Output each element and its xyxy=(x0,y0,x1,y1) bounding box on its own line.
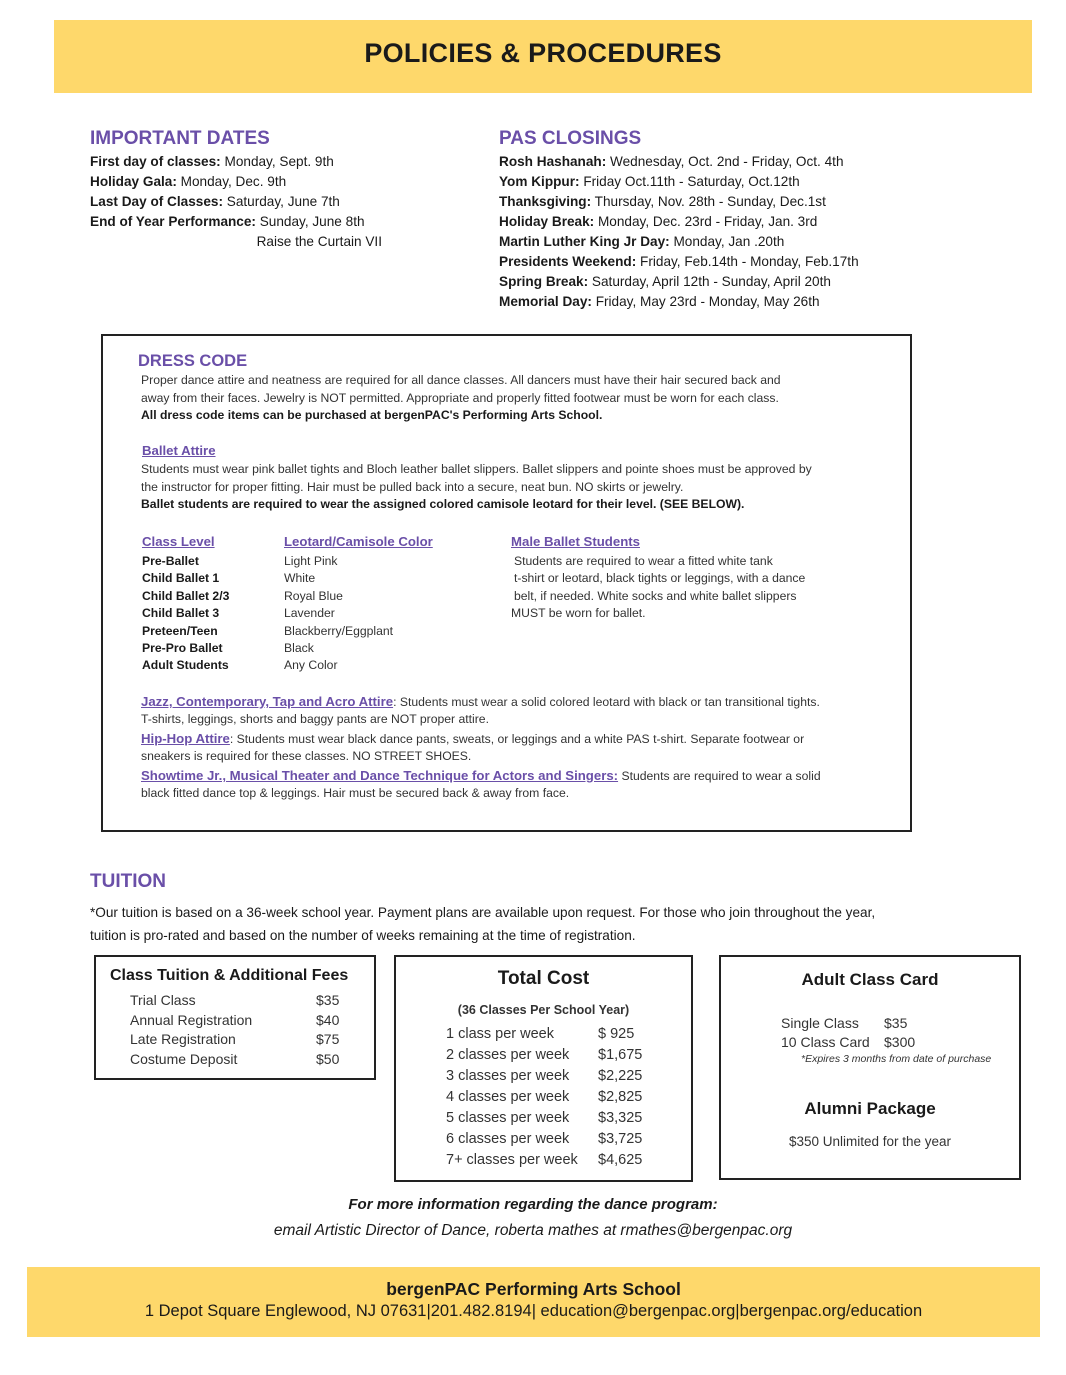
cost-classes: 1 class per week xyxy=(446,1026,554,1042)
class-level-table xyxy=(142,553,472,675)
important-dates-heading: IMPORTANT DATES xyxy=(90,128,270,149)
adult-class-card-box xyxy=(719,955,1021,1180)
male-ballet-line: Students are required to wear a fitted white tank xyxy=(514,554,773,568)
fee-price: $75 xyxy=(316,1031,340,1047)
fee-name: Annual Registration xyxy=(130,1011,253,1028)
date-item xyxy=(90,172,470,192)
class-level-row xyxy=(142,570,472,587)
closing-item xyxy=(499,272,939,292)
closing-value: Monday, Jan .20th xyxy=(669,234,785,249)
date-value: Monday, Dec. 9th xyxy=(176,174,287,189)
dress-code-purchase-note: All dress code items can be purchased at bergenPAC's Performing Arts School. xyxy=(141,408,603,422)
jazz-attire-text: Jazz, Contemporary, Tap and Acro Attire: Students must wear a solid colored leotard with black or tan transitional tights. xyxy=(141,694,820,709)
date-item xyxy=(90,192,470,212)
ballet-attire-text: the instructor for proper fitting. Hair must be pulled back into a secure, neat bun. NO skirts or jewelry. xyxy=(141,479,684,494)
date-label: First day of classes: xyxy=(90,154,221,169)
leotard-color-header: Leotard/Camisole Color xyxy=(284,534,433,549)
cost-classes: 6 classes per week xyxy=(446,1131,570,1147)
total-cost-list xyxy=(446,1025,646,1172)
date-value: Sunday, June 8th xyxy=(255,214,365,229)
showtime-attire-heading: Showtime Jr., Musical Theater and Dance Technique for Actors and Singers: xyxy=(141,768,619,783)
footer-school-name: bergenPAC Performing Arts School xyxy=(386,1279,681,1299)
closing-label: Martin Luther King Jr Day: xyxy=(499,234,670,249)
closing-value: Monday, Dec. 23rd - Friday, Jan. 3rd xyxy=(594,214,818,229)
showtime-attire-text: black fitted dance top & leggings. Hair must be secured back & away from face. xyxy=(141,786,570,800)
jazz-attire-heading: Jazz, Contemporary, Tap and Acro Attire xyxy=(141,694,394,709)
closing-label: Spring Break: xyxy=(499,274,589,289)
fee-row xyxy=(130,1011,350,1031)
cost-classes: 4 classes per week xyxy=(446,1089,570,1105)
cost-price: $1,675 xyxy=(598,1047,643,1063)
date-label: End of Year Performance: xyxy=(90,214,256,229)
date-label: Holiday Gala: xyxy=(90,174,177,189)
closing-value: Friday, May 23rd - Monday, May 26th xyxy=(591,294,820,309)
hiphop-attire-heading: Hip-Hop Attire xyxy=(141,731,230,746)
closing-item xyxy=(499,212,939,232)
alumni-package-text: $350 Unlimited for the year xyxy=(788,1134,952,1149)
single-class-label: Single Class xyxy=(781,1015,859,1031)
leotard-color: Lavender xyxy=(284,606,335,621)
cost-price: $2,225 xyxy=(598,1068,643,1084)
cost-row xyxy=(446,1130,646,1151)
male-ballet-text xyxy=(511,553,805,623)
closing-item xyxy=(499,292,939,312)
cost-row xyxy=(446,1067,646,1088)
class-level-row xyxy=(142,605,472,622)
contact-email-text: email Artistic Director of Dance, roberta mathes at rmathes@bergenpac.org xyxy=(273,1222,793,1239)
closing-value: Thursday, Nov. 28th - Sunday, Dec.1st xyxy=(591,194,826,209)
adult-class-card-title: Adult Class Card xyxy=(801,970,939,989)
closing-label: Memorial Day: xyxy=(499,294,592,309)
cost-price: $ 925 xyxy=(598,1026,635,1042)
total-cost-title: Total Cost xyxy=(497,968,590,989)
closing-label: Rosh Hashanah: xyxy=(499,154,607,169)
date-item xyxy=(90,212,470,232)
date-item xyxy=(90,152,470,172)
performance-subtitle: Raise the Curtain VII xyxy=(256,234,382,249)
class-level-name: Pre-Ballet xyxy=(142,554,199,568)
cost-classes: 7+ classes per week xyxy=(446,1152,578,1168)
pas-closings-section xyxy=(499,128,939,312)
header-banner xyxy=(54,20,1032,93)
male-ballet-line: MUST be worn for ballet. xyxy=(511,606,646,621)
fee-price: $40 xyxy=(316,1011,340,1028)
tuition-text: *Our tuition is based on a 36-week school year. Payment plans are available upon request. For those who join throughout the year, xyxy=(90,905,876,920)
dress-code-box xyxy=(101,334,912,832)
date-value: Monday, Sept. 9th xyxy=(220,154,334,169)
leotard-color: Royal Blue xyxy=(284,588,343,603)
closing-item xyxy=(499,152,939,172)
class-level-name: Pre-Pro Ballet xyxy=(142,640,223,655)
pas-closings-heading: PAS CLOSINGS xyxy=(499,128,642,149)
fee-price: $50 xyxy=(316,1050,340,1067)
class-level-header: Class Level xyxy=(142,534,215,549)
closing-value: Friday Oct.11th - Saturday, Oct.12th xyxy=(579,174,800,189)
fee-row xyxy=(130,1050,350,1070)
page-title: POLICIES & PROCEDURES xyxy=(364,38,722,68)
fee-name: Costume Deposit xyxy=(130,1050,238,1067)
class-level-name: Child Ballet 3 xyxy=(142,606,220,621)
closing-value: Saturday, April 12th - Sunday, April 20th xyxy=(588,274,831,289)
class-level-name: Adult Students xyxy=(142,658,229,673)
closing-item xyxy=(499,232,939,252)
cost-classes: 5 classes per week xyxy=(446,1110,570,1126)
leotard-color: Black xyxy=(284,640,314,655)
hiphop-attire-text: sneakers is required for these classes. NO STREET SHOES. xyxy=(141,749,472,763)
class-level-name: Child Ballet 1 xyxy=(142,571,220,586)
date-label: Last Day of Classes: xyxy=(90,194,223,209)
cost-price: $3,725 xyxy=(598,1131,643,1147)
cost-row xyxy=(446,1046,646,1067)
class-level-name: Preteen/Teen xyxy=(142,623,218,638)
tuition-heading: TUITION xyxy=(90,871,166,892)
closing-item xyxy=(499,172,939,192)
pas-closings-list xyxy=(499,152,939,312)
dress-code-text: away from their faces. Jewelry is NOT permitted. Appropriate and properly fitted footwear must be worn for each class. xyxy=(141,390,779,405)
hiphop-attire-text: Hip-Hop Attire: Students must wear black dance pants, sweats, or leggings and a white PAS t-shirt. Separate footwear or xyxy=(141,731,805,746)
cost-classes: 2 classes per week xyxy=(446,1047,570,1063)
class-level-row xyxy=(142,657,472,674)
fee-price: $35 xyxy=(316,992,340,1008)
male-ballet-line: belt, if needed. White socks and white ballet slippers xyxy=(514,588,797,603)
closing-label: Yom Kippur: xyxy=(499,174,580,189)
date-value: Saturday, June 7th xyxy=(222,194,340,209)
important-dates-section xyxy=(90,128,470,252)
cost-price: $4,625 xyxy=(598,1152,643,1168)
cost-row xyxy=(446,1151,646,1172)
closing-label: Holiday Break: xyxy=(499,214,595,229)
fees-box-title: Class Tuition & Additional Fees xyxy=(110,967,349,984)
total-cost-subtitle: (36 Classes Per School Year) xyxy=(457,1003,630,1017)
expires-note: *Expires 3 months from date of purchase xyxy=(801,1053,992,1065)
cost-classes: 3 classes per week xyxy=(446,1068,570,1084)
closing-item xyxy=(499,192,939,212)
footer-address: 1 Depot Square Englewood, NJ 07631|201.482.8194| education@bergenpac.org|bergenpac.org/education xyxy=(144,1302,923,1320)
closing-value: Wednesday, Oct. 2nd - Friday, Oct. 4th xyxy=(606,154,844,169)
fee-row xyxy=(130,1030,350,1050)
cost-row xyxy=(446,1109,646,1130)
cost-price: $3,325 xyxy=(598,1110,643,1126)
class-level-name: Child Ballet 2/3 xyxy=(142,588,230,603)
dress-code-heading: DRESS CODE xyxy=(138,352,248,370)
fee-name: Trial Class xyxy=(130,992,196,1008)
ballet-attire-heading: Ballet Attire xyxy=(142,443,216,458)
cost-price: $2,825 xyxy=(598,1089,643,1105)
cost-row xyxy=(446,1088,646,1109)
footer-banner xyxy=(27,1267,1040,1337)
leotard-color: Light Pink xyxy=(284,554,338,568)
class-level-row xyxy=(142,553,472,570)
class-level-row xyxy=(142,640,472,657)
important-dates-list xyxy=(90,152,470,232)
ballet-attire-text: Students must wear pink ballet tights and Bloch leather ballet slippers. Ballet slippers and pointe shoes must be approved by xyxy=(141,462,812,476)
cost-row xyxy=(446,1025,646,1046)
leotard-color: Blackberry/Eggplant xyxy=(284,623,394,638)
fee-name: Late Registration xyxy=(130,1031,236,1047)
dress-code-text: Proper dance attire and neatness are required for all dance classes. All dancers must have their hair secured back and xyxy=(141,373,781,387)
closing-label: Thanksgiving: xyxy=(499,194,592,209)
class-level-row xyxy=(142,623,472,640)
total-cost-box xyxy=(394,955,693,1182)
fees-list xyxy=(130,991,350,1069)
jazz-attire-text: T-shirts, leggings, shorts and baggy pants are NOT proper attire. xyxy=(141,712,489,726)
showtime-attire-text: Showtime Jr., Musical Theater and Dance Technique for Actors and Singers: Students are required to wear a solid xyxy=(141,768,821,783)
closing-label: Presidents Weekend: xyxy=(499,254,637,269)
ten-class-card-price: $300 xyxy=(884,1034,916,1050)
leotard-color: Any Color xyxy=(284,658,338,673)
fee-row xyxy=(130,991,350,1011)
closing-item xyxy=(499,252,939,272)
more-info-heading: For more information regarding the dance program: xyxy=(348,1196,718,1213)
fees-box xyxy=(94,955,376,1080)
leotard-color: White xyxy=(284,571,316,586)
single-class-price: $35 xyxy=(884,1015,908,1031)
ballet-leotard-note: Ballet students are required to wear the assigned colored camisole leotard for their level. (SEE BELOW). xyxy=(141,497,745,511)
male-ballet-header: Male Ballet Students xyxy=(511,534,640,549)
closing-value: Friday, Feb.14th - Monday, Feb.17th xyxy=(636,254,859,269)
male-ballet-line: t-shirt or leotard, black tights or leggings, with a dance xyxy=(514,571,806,586)
alumni-package-title: Alumni Package xyxy=(804,1099,936,1118)
class-level-row xyxy=(142,588,472,605)
ten-class-card-label: 10 Class Card xyxy=(781,1034,870,1050)
tuition-text: tuition is pro-rated and based on the number of weeks remaining at the time of registration. xyxy=(90,928,636,943)
